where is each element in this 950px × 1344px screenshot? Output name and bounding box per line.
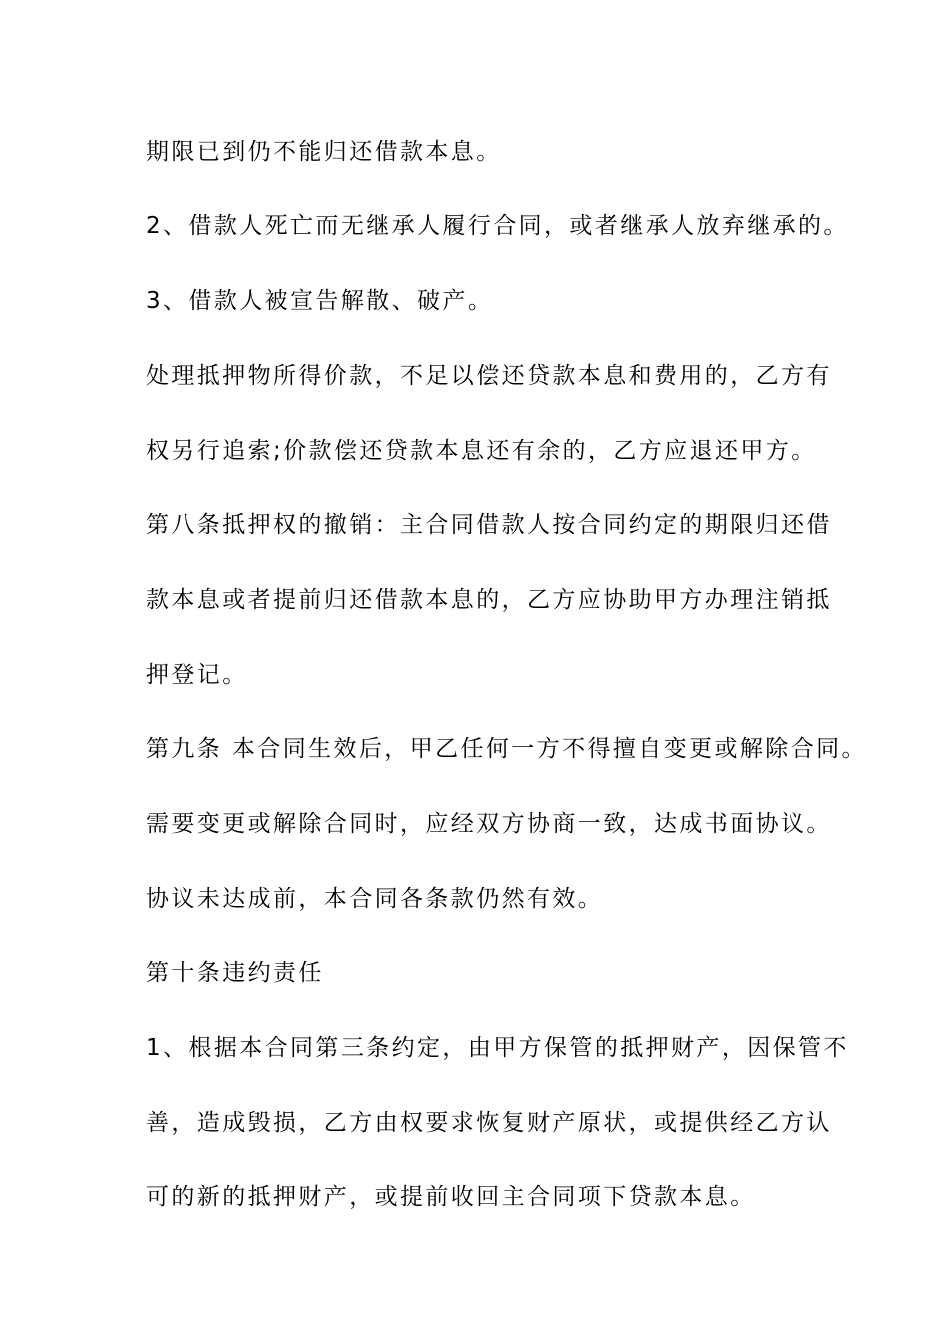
text-line: 押登记。 xyxy=(146,662,248,688)
text-line: 需要变更或解除合同时，应经双方协商一致，达成书面协议。 xyxy=(146,811,832,837)
text-line: 第十条违约责任 xyxy=(146,960,324,986)
text-line: 善，造成毁损，乙方由权要求恢复财产原状，或提供经乙方认 xyxy=(146,1110,832,1136)
text-line: 款本息或者提前归还借款本息的，乙方应协助甲方办理注销抵 xyxy=(146,587,832,613)
text-line: 第八条抵押权的撤销：主合同借款人按合同约定的期限归还借 xyxy=(146,512,832,538)
text-line: 2、借款人死亡而无继承人履行合同，或者继承人放弃继承的。 xyxy=(146,213,849,239)
text-line: 第九条 本合同生效后，甲乙任何一方不得擅自变更或解除合同。 xyxy=(146,736,867,762)
text-line: 1、根据本合同第三条约定，由甲方保管的抵押财产，因保管不 xyxy=(146,1035,849,1061)
text-line: 可的新的抵押财产，或提前收回主合同项下贷款本息。 xyxy=(146,1184,756,1210)
text-line: 3、借款人被宣告解散、破产。 xyxy=(146,288,494,314)
text-line: 处理抵押物所得价款，不足以偿还贷款本息和费用的，乙方有 xyxy=(146,363,832,389)
text-line: 协议未达成前，本合同各条款仍然有效。 xyxy=(146,886,604,912)
text-line: 期限已到仍不能归还借款本息。 xyxy=(146,139,502,165)
text-line: 权另行追索;价款偿还贷款本息还有余的，乙方应退还甲方。 xyxy=(146,438,817,464)
